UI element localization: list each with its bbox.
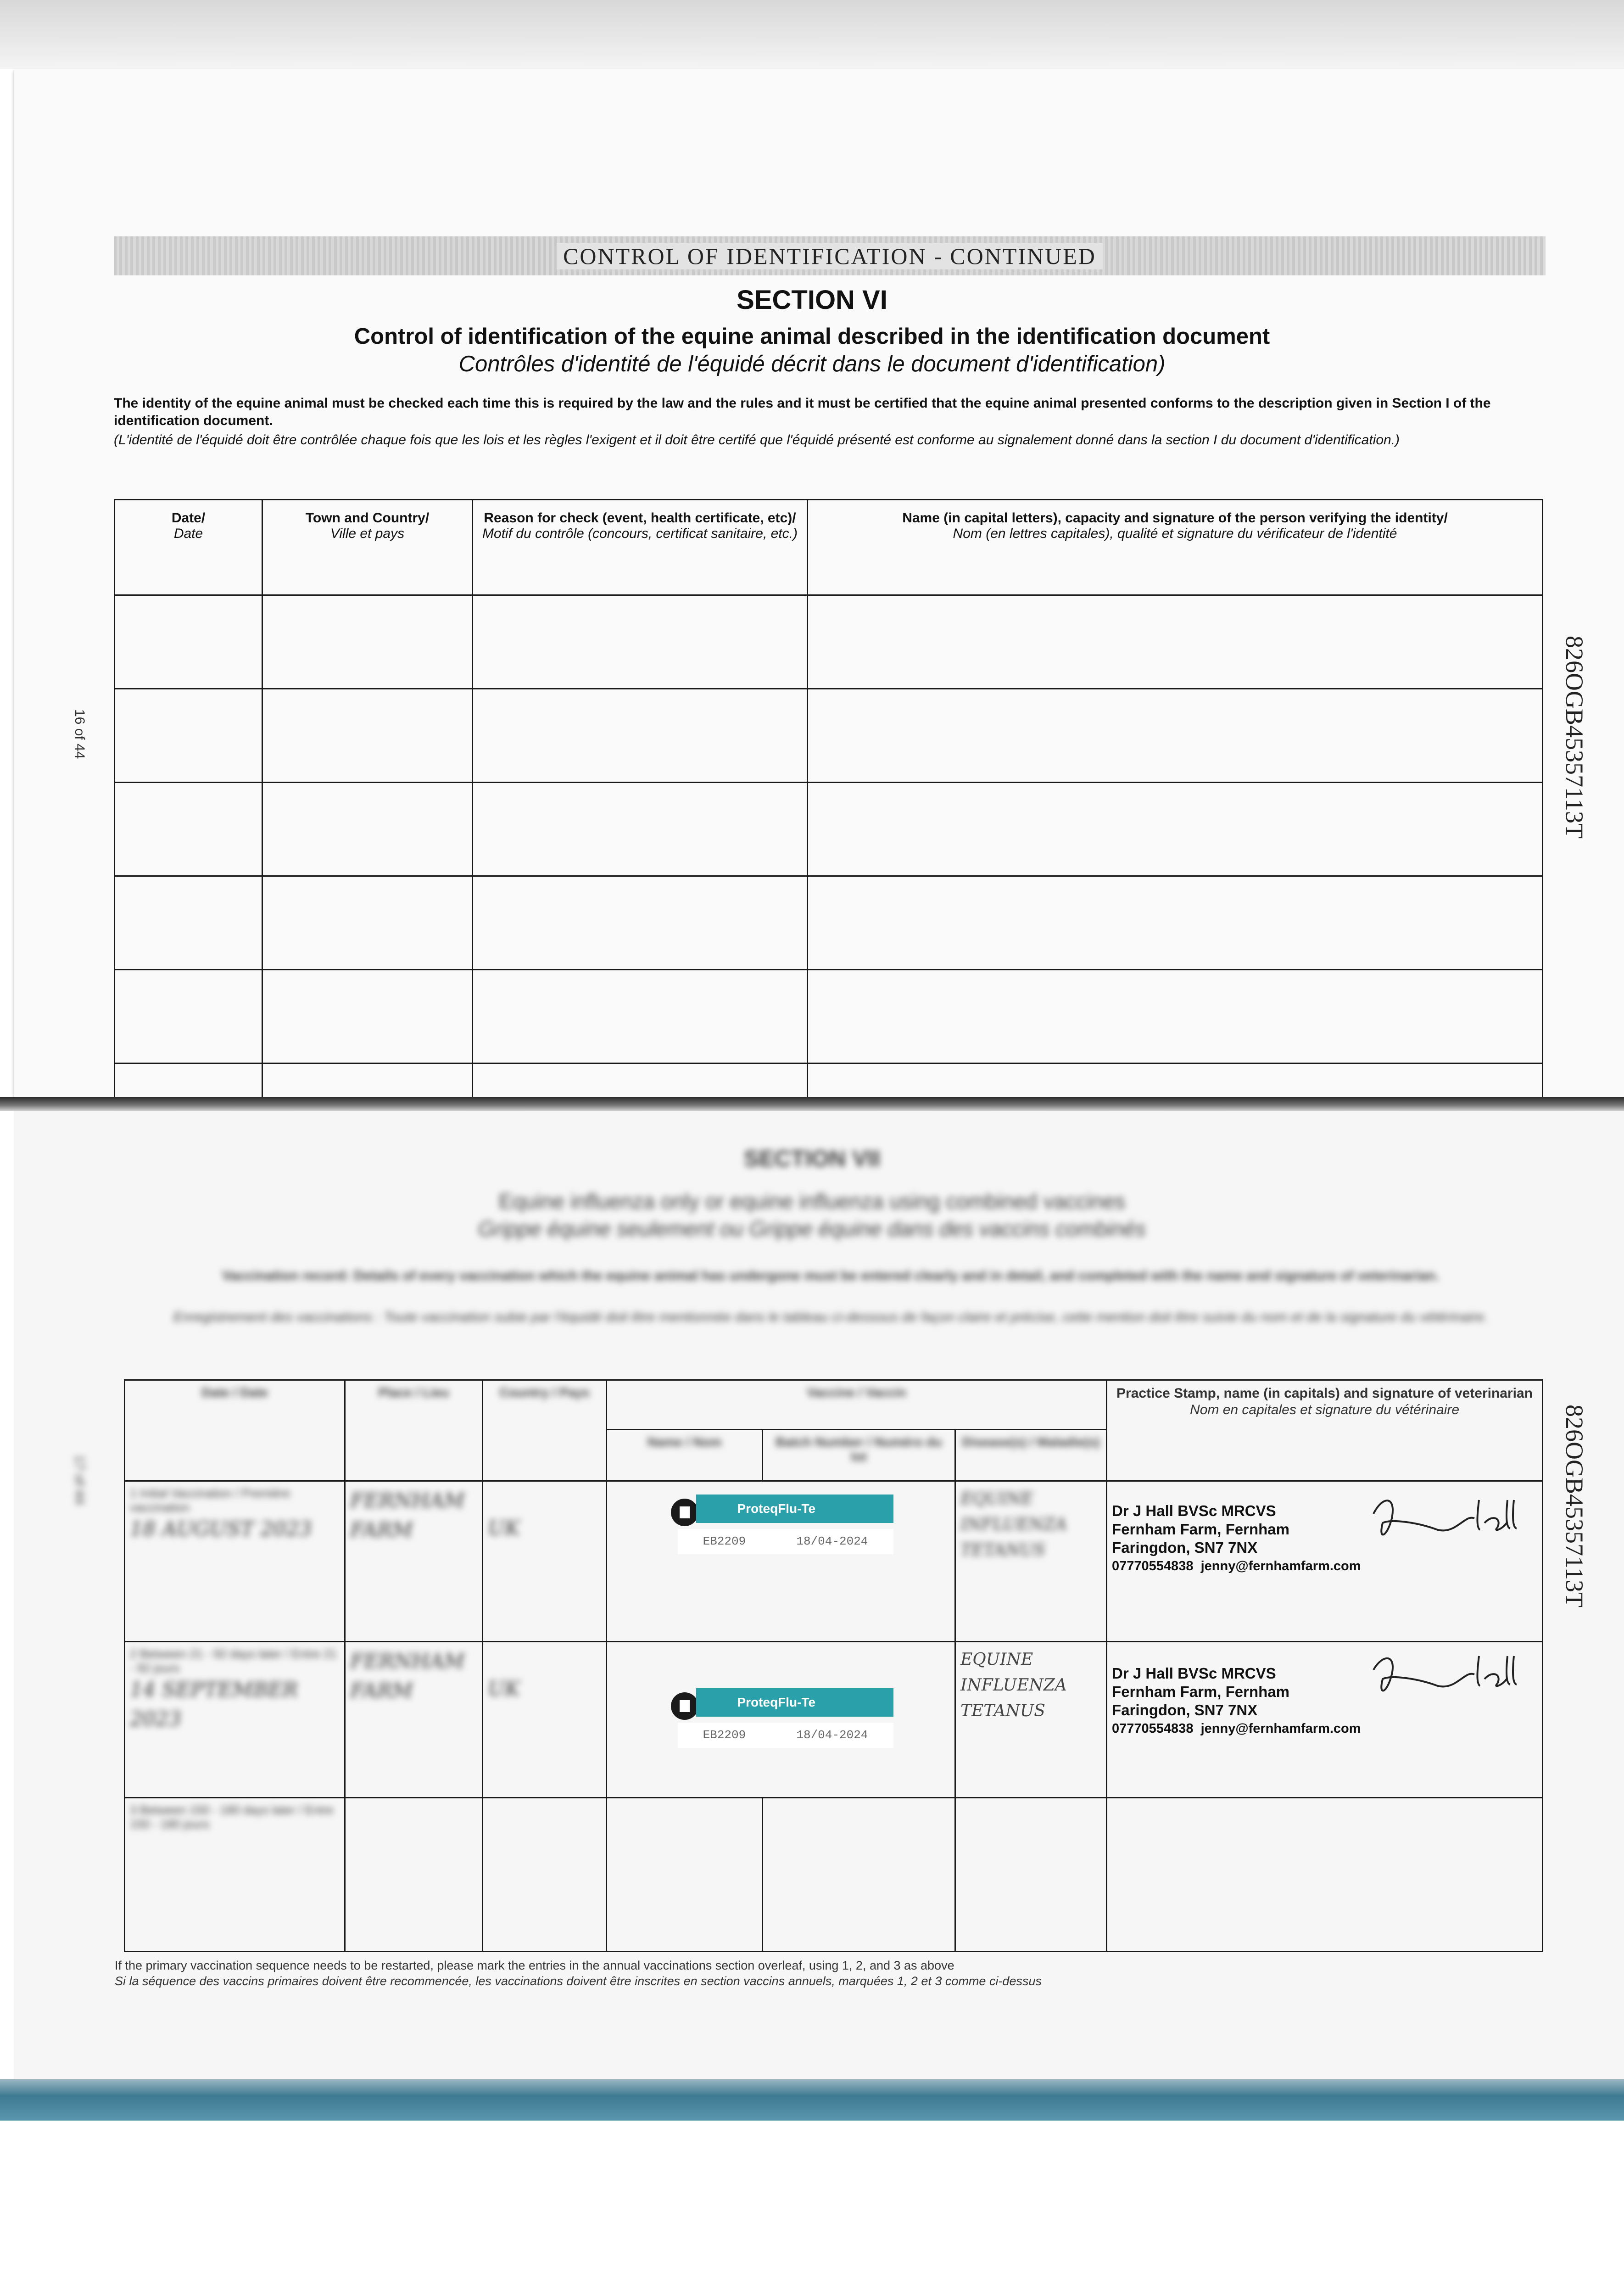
col-reason-header: Reason for check (event, health certificate, etc)/ Motif du contrôle (concours, certificat sanitaire, etc.): [473, 500, 808, 595]
vet-address-2: Faringdon, SN7 7NX: [1112, 1702, 1258, 1718]
vet-stamp: [1112, 1664, 1361, 1738]
col-vacc-country-header: Country / Pays: [483, 1380, 607, 1481]
section-vii-footnote: [115, 1958, 1546, 1989]
section-vii-title: SECTION VII: [743, 1146, 881, 1171]
identity-check-table: [114, 499, 1543, 1111]
table-row: [125, 1481, 1543, 1642]
vaccine-sticker: [669, 1495, 893, 1559]
col-vacc-batch-header: Batch Number / Numéro du lot: [763, 1430, 955, 1481]
vet-signature: [1364, 1486, 1520, 1555]
vacc-step-label: 3 Between 150 - 180 days later / Entre 150 - 180 jours: [130, 1803, 334, 1831]
vacc-step-label: 2 Between 21 - 92 days later / Entre 21 - 92 jours: [130, 1647, 337, 1675]
table-row: [115, 595, 1543, 689]
vaccine-expiry: 18/04-2024: [796, 1728, 868, 1742]
section-vi-intro-en: The identity of the equine animal must be checked each time this is required by the law and the rules and it must be certified that the equine animal presented conforms to the description given in Section I of the identification document.: [114, 396, 1491, 428]
vaccine-expiry: 18/04-2024: [796, 1534, 868, 1548]
vacc-country-handwritten: UK: [488, 1517, 520, 1540]
footnote-en: If the primary vaccination sequence needs to be restarted, please mark the entries in the annual vaccinations section overleaf, using 1, 2, and 3 as above: [115, 1959, 954, 1972]
section-banner: [114, 236, 1546, 275]
section-vi-subtitle-fr: Contrôles d'identité de l'équidé décrit dans le document d'identification): [458, 352, 1166, 376]
vet-signature: [1364, 1647, 1520, 1707]
vet-address-1: Fernham Farm, Fernham: [1112, 1683, 1289, 1700]
scan-background-bottom: [0, 2121, 1624, 2295]
vaccination-table: [124, 1379, 1543, 1952]
col-vet-header: [1107, 1380, 1543, 1481]
passport-number-side: 826OGB45357113T: [1561, 636, 1588, 839]
vet-header-en: Practice Stamp, name (in capitals) and signature of veterinarian: [1116, 1386, 1533, 1401]
vet-email: jenny@fernhamfarm.com: [1200, 1721, 1361, 1736]
col-town-header: Town and Country/ Ville et pays: [262, 500, 473, 595]
vacc-disease-handwritten: EQUINE INFLUENZA TETANUS: [960, 1650, 1067, 1720]
vet-phone: 07770554838: [1112, 1559, 1194, 1573]
vacc-step-label: 1 Initial Vaccination / Première vaccination: [130, 1486, 290, 1514]
section-vii-para-fr: Enregistrement des vaccinations : Toute vaccination subie par l'équidé doit être mentionnée dans le tableau ci-dessous de façon claire et précise, cette mention doit être suivie du nom et de la signature du vétérinaire.: [173, 1310, 1488, 1325]
vet-phone: 07770554838: [1112, 1721, 1194, 1736]
vet-email: jenny@fernhamfarm.com: [1200, 1559, 1361, 1573]
banner-text: CONTROL OF IDENTIFICATION - CONTINUED: [557, 243, 1103, 269]
book-gutter: [0, 1097, 1624, 1111]
table-row: [115, 689, 1543, 783]
page-number-top: 16 of 44: [72, 709, 87, 759]
vet-address-1: Fernham Farm, Fernham: [1112, 1521, 1289, 1538]
vaccine-batch: EB2209: [703, 1534, 746, 1548]
section-vi-subtitle-en: Control of identification of the equine animal described in the identification document: [354, 324, 1270, 349]
passport-number-side-bottom: 826OGB45357113T: [1561, 1405, 1588, 1607]
page-number-bottom: 17 of 44: [72, 1455, 87, 1505]
col-vaccine-header: Vaccine / Vaccin: [607, 1380, 1107, 1430]
table-row: [115, 783, 1543, 876]
vet-address-2: Faringdon, SN7 7NX: [1112, 1539, 1258, 1556]
col-verifier-header: Name (in capital letters), capacity and signature of the person verifying the identity/ Nom (en lettres capitales), qualité et signature du vérificateur de l'identité: [808, 500, 1543, 595]
passport-cover-edge: [0, 2079, 1624, 2121]
col-vacc-place-header: Place / Lieu: [345, 1380, 483, 1481]
table-row: [115, 970, 1543, 1064]
table-row: [125, 1798, 1543, 1952]
table-row: [125, 1642, 1543, 1798]
vaccine-batch: EB2209: [703, 1728, 746, 1742]
vet-name: Dr J Hall BVSc MRCVS: [1112, 1502, 1276, 1519]
vacc-place-handwritten: FERNHAM FARM: [350, 1489, 465, 1542]
section-vii-subtitle-en: Equine influenza only or equine influenza using combined vaccines: [498, 1189, 1126, 1213]
table-row: [115, 876, 1543, 970]
vaccine-sticker: [669, 1688, 893, 1752]
scan-background-top: [0, 0, 1624, 69]
vaccine-brand: ProteqFlu-Te: [696, 1495, 893, 1523]
vet-header-fr: Nom en capitales et signature du vétérinaire: [1190, 1402, 1460, 1417]
vacc-place-handwritten: FERNHAM FARM: [350, 1650, 465, 1702]
section-vii-para-en: Vaccination record: Details of every vaccination which the equine animal has undergone must be entered clearly and in detail, and completed with the name and signature of veterinarian.: [222, 1268, 1440, 1283]
col-vacc-disease-header: Disease(s) / Maladie(s): [955, 1430, 1107, 1481]
col-vacc-name-header: Name / Nom: [607, 1430, 763, 1481]
footnote-fr: Si la séquence des vaccins primaires doivent être recommencée, les vaccinations doivent être inscrites en section vaccins annuels, marquées 1, 2 et 3 comme ci-dessus: [115, 1974, 1042, 1988]
col-date-header: Date/ Date: [115, 500, 262, 595]
section-vi-title: SECTION VI: [737, 285, 887, 315]
vaccine-brand: ProteqFlu-Te: [696, 1688, 893, 1717]
col-vacc-date-header: Date / Date: [125, 1380, 345, 1481]
section-vii-subtitle-fr: Grippe équine seulement ou Grippe équine dans des vaccins combinés: [478, 1217, 1146, 1241]
vet-name: Dr J Hall BVSc MRCVS: [1112, 1665, 1276, 1682]
vacc-date-handwritten: 14 SEPTEMBER 2023: [130, 1678, 298, 1731]
vacc-disease-handwritten: EQUINE INFLUENZA TETANUS: [960, 1489, 1067, 1560]
vacc-date-handwritten: 18 AUGUST 2023: [130, 1517, 312, 1541]
vet-stamp: [1112, 1502, 1361, 1575]
section-vi-intro-fr: (L'identité de l'équidé doit être contrôlée chaque fois que les lois et les règles l'exigent et il doit être certifé que l'équidé présenté est conforme au signalement donné dans la section I du document d'identification.): [114, 432, 1400, 448]
vacc-country-handwritten: UK: [488, 1677, 520, 1701]
